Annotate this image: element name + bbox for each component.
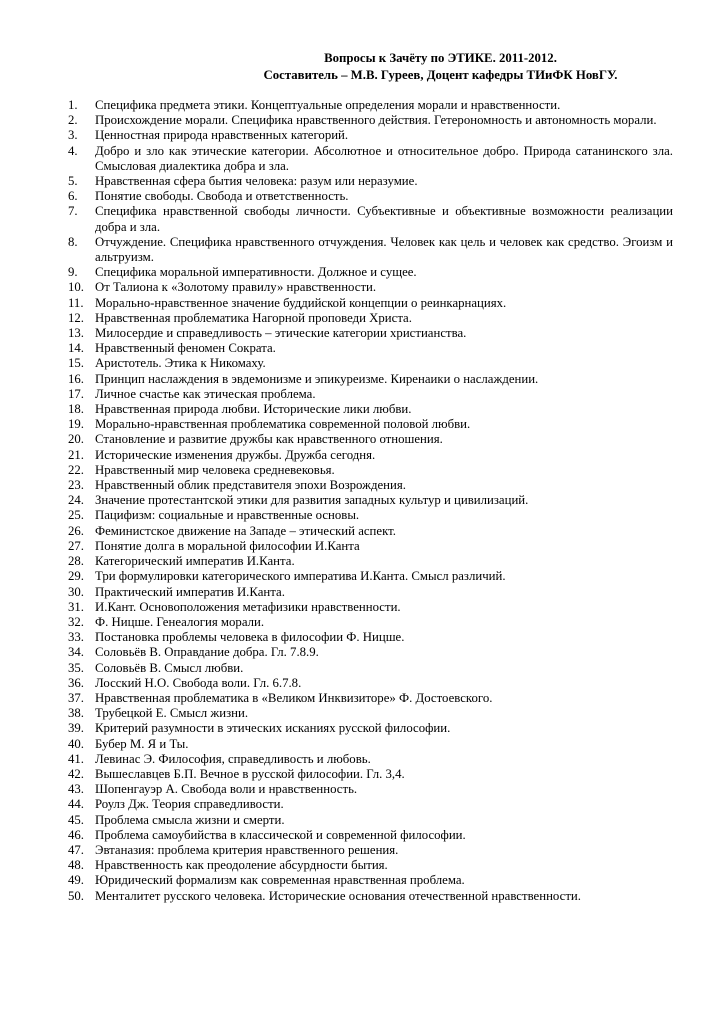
list-item — [68, 280, 673, 295]
list-item-number: 32. — [68, 614, 84, 629]
list-item-number: 20. — [68, 432, 84, 447]
list-item — [68, 539, 673, 554]
list-item-text: Специфика моральной императивности. Должное и сущее. — [95, 265, 417, 280]
list-item-number: 48. — [68, 858, 84, 873]
list-item — [68, 463, 673, 478]
list-item — [68, 873, 673, 888]
list-item-number: 9. — [68, 265, 78, 280]
list-item-text: Нравственная природа любви. Исторические лики любви. — [95, 402, 412, 417]
list-item — [68, 326, 673, 341]
list-item-number: 19. — [68, 417, 84, 432]
list-item-text: Принцип наслаждения в эвдемонизме и эпикуреизме. Киренаики о наслаждении. — [95, 371, 539, 386]
list-item-number: 21. — [68, 447, 84, 462]
list-item-number: 46. — [68, 827, 84, 842]
list-item-text: Добро и зло как этические категории. Абсолютное и относительное добро. Природа сатанинского зла. Смысловая диалектика добра и зла. — [95, 143, 673, 173]
list-item — [68, 432, 673, 447]
list-item-text: Нравственность как преодоление абсурдности бытия. — [95, 858, 388, 873]
list-item-text: Становление и развитие дружбы как нравственного отношения. — [95, 432, 443, 447]
list-item — [68, 478, 673, 493]
list-item — [68, 113, 673, 128]
list-item-number: 41. — [68, 751, 84, 766]
list-item-number: 45. — [68, 812, 84, 827]
list-item — [68, 98, 673, 113]
list-item — [68, 387, 673, 402]
list-item-text: Нравственная сфера бытия человека: разум или неразумие. — [95, 174, 418, 189]
list-item-number: 39. — [68, 721, 84, 736]
list-item — [68, 691, 673, 706]
list-item — [68, 417, 673, 432]
list-item — [68, 782, 673, 797]
list-item — [68, 569, 673, 584]
list-item — [68, 889, 673, 904]
list-item-number: 5. — [68, 174, 78, 189]
list-item-text: Ф. Ницше. Генеалогия морали. — [95, 614, 265, 629]
list-item-text: Шопенгауэр А. Свобода воли и нравственность. — [95, 782, 358, 797]
list-item — [68, 645, 673, 660]
list-item — [68, 493, 673, 508]
list-item — [68, 600, 673, 615]
list-item-number: 29. — [68, 569, 84, 584]
list-item-number: 34. — [68, 645, 84, 660]
list-item-number: 37. — [68, 690, 84, 705]
list-item-number: 30. — [68, 584, 84, 599]
list-item-number: 27. — [68, 538, 84, 553]
list-item-text: Проблема смысла жизни и смерти. — [95, 812, 285, 827]
document-title: Вопросы к Зачёту по ЭТИКЕ. 2011-2012. — [324, 51, 557, 65]
list-item — [68, 737, 673, 752]
list-item-text: Морально-нравственное значение буддийской концепции о реинкарнациях. — [95, 295, 507, 310]
list-item-number: 11. — [68, 295, 84, 310]
list-item-text: Нравственный облик представителя эпохи Возрождения. — [95, 478, 406, 493]
list-item-text: Специфика предмета этики. Концептуальные определения морали и нравственности. — [95, 98, 561, 112]
list-item-number: 6. — [68, 189, 78, 204]
list-item-text: Личное счастье как этическая проблема. — [95, 386, 316, 401]
list-item — [68, 721, 673, 736]
list-item-number: 7. — [68, 204, 78, 219]
list-item-number: 50. — [68, 888, 84, 903]
list-item — [68, 554, 673, 569]
list-item — [68, 204, 673, 234]
list-item-text: Нравственный феномен Сократа. — [95, 341, 276, 356]
list-item-text: Практический императив И.Канта. — [95, 584, 285, 599]
list-item-text: Роулз Дж. Теория справедливости. — [95, 797, 284, 812]
list-item — [68, 858, 673, 873]
list-item-number: 44. — [68, 797, 84, 812]
list-item-text: Менталитет русского человека. Исторические основания отечественной нравственности. — [95, 888, 581, 903]
list-item-number: 4. — [68, 143, 78, 158]
list-item-text: Происхождение морали. Специфика нравственного действия. Гетерономность и автономность морали. — [95, 113, 657, 128]
list-item-text: Милосердие и справедливость – этические категории христианства. — [95, 326, 467, 341]
list-item-text: Проблема самоубийства в классической и современной философии. — [95, 827, 466, 842]
list-item — [68, 797, 673, 812]
list-item-number: 43. — [68, 782, 84, 797]
list-item-number: 3. — [68, 128, 78, 143]
list-item — [68, 661, 673, 676]
list-item — [68, 813, 673, 828]
list-item — [68, 174, 673, 189]
list-item-number: 33. — [68, 630, 84, 645]
list-item — [68, 752, 673, 767]
list-item — [68, 296, 673, 311]
list-item-number: 35. — [68, 660, 84, 675]
list-item-number: 42. — [68, 766, 84, 781]
list-item-number: 17. — [68, 386, 84, 401]
list-item-text: Критерий разумности в этических исканиях русской философии. — [95, 721, 451, 736]
list-item — [68, 356, 673, 371]
list-item-text: Левинас Э. Философия, справедливость и любовь. — [95, 751, 371, 766]
list-item-number: 36. — [68, 675, 84, 690]
list-item-number: 10. — [68, 280, 84, 295]
list-item-number: 16. — [68, 371, 84, 386]
list-item — [68, 448, 673, 463]
list-item-text: Бубер М. Я и Ты. — [95, 736, 189, 751]
list-item-number: 1. — [68, 98, 78, 112]
list-item — [68, 341, 673, 356]
list-item — [68, 189, 673, 204]
list-item-text: Аристотель. Этика к Никомаху. — [95, 356, 266, 371]
list-item-number: 13. — [68, 326, 84, 341]
list-item-text: Нравственная проблематика в «Великом Инквизиторе» Ф. Достоевского. — [95, 690, 493, 705]
list-item-number: 15. — [68, 356, 84, 371]
list-item — [68, 767, 673, 782]
list-item-text: Категорический императив И.Канта. — [95, 554, 295, 569]
list-item-text: Юридический формализм как современная нравственная проблема. — [95, 873, 465, 888]
list-item-number: 28. — [68, 554, 84, 569]
list-item — [68, 144, 673, 174]
list-item — [68, 508, 673, 523]
list-item-text: Понятие долга в моральной философии И.Канта — [95, 538, 360, 553]
list-item-text: От Талиона к «Золотому правилу» нравственности. — [95, 280, 377, 295]
list-item-text: Трубецкой Е. Смысл жизни. — [95, 706, 249, 721]
list-item-number: 8. — [68, 234, 78, 249]
list-item-number: 14. — [68, 341, 84, 356]
list-item-text: Отчуждение. Специфика нравственного отчуждения. Человек как цель и человек как средство. Эгоизм и альтруизм. — [95, 234, 673, 265]
list-item-text: Специфика нравственной свободы личности. Субъективные и объективные возможности реализации добра и зла. — [95, 204, 673, 234]
list-item — [68, 585, 673, 600]
list-item-text: Значение протестантской этики для развития западных культур и цивилизаций. — [95, 493, 529, 508]
list-item-text: Постановка проблемы человека в философии Ф. Ницше. — [95, 630, 405, 645]
list-item-text: Вышеславцев Б.П. Вечное в русской философии. Гл. 3,4. — [95, 766, 405, 781]
list-item-text: Феминистское движение на Западе – этический аспект. — [95, 523, 396, 538]
list-item — [68, 372, 673, 387]
list-item — [68, 402, 673, 417]
list-item-number: 47. — [68, 842, 84, 857]
list-item-number: 49. — [68, 873, 84, 888]
document-header — [208, 50, 673, 84]
list-item-text: И.Кант. Основоположения метафизики нравственности. — [95, 599, 401, 614]
list-item — [68, 265, 673, 280]
list-item-text: Пацифизм: социальные и нравственные основы. — [95, 508, 360, 523]
list-item — [68, 676, 673, 691]
question-list — [68, 98, 673, 904]
list-item-number: 31. — [68, 599, 84, 614]
list-item-number: 23. — [68, 478, 84, 493]
list-item — [68, 128, 673, 143]
list-item-number: 12. — [68, 310, 84, 325]
document-subtitle: Составитель – М.В. Гуреев, Доцент кафедры ТИиФК НовГУ. — [263, 68, 618, 82]
list-item — [68, 615, 673, 630]
list-item-text: Эвтаназия: проблема критерия нравственного решения. — [95, 842, 399, 857]
list-item-text: Соловьёв В. Оправдание добра. Гл. 7.8.9. — [95, 645, 319, 660]
list-item-number: 22. — [68, 462, 84, 477]
list-item — [68, 235, 673, 265]
list-item-number: 18. — [68, 402, 84, 417]
list-item-number: 38. — [68, 706, 84, 721]
list-item-number: 26. — [68, 523, 84, 538]
list-item-text: Соловьёв В. Смысл любви. — [95, 660, 244, 675]
list-item — [68, 706, 673, 721]
list-item-text: Понятие свободы. Свобода и ответственность. — [95, 189, 349, 204]
list-item-text: Лосский Н.О. Свобода воли. Гл. 6.7.8. — [95, 675, 302, 690]
list-item — [68, 828, 673, 843]
list-item — [68, 524, 673, 539]
list-item-text: Ценностная природа нравственных категорий. — [95, 128, 349, 143]
list-item — [68, 843, 673, 858]
list-item-number: 24. — [68, 493, 84, 508]
list-item-number: 40. — [68, 736, 84, 751]
list-item-text: Три формулировки категорического императива И.Канта. Смысл различий. — [95, 569, 506, 584]
list-item — [68, 630, 673, 645]
list-item-number: 2. — [68, 113, 78, 128]
list-item — [68, 311, 673, 326]
list-item-number: 25. — [68, 508, 84, 523]
list-item-text: Морально-нравственная проблематика современной половой любви. — [95, 417, 471, 432]
list-item-text: Нравственная проблематика Нагорной проповеди Христа. — [95, 310, 412, 325]
list-item-text: Исторические изменения дружбы. Дружба сегодня. — [95, 447, 376, 462]
list-item-text: Нравственный мир человека средневековья. — [95, 462, 335, 477]
